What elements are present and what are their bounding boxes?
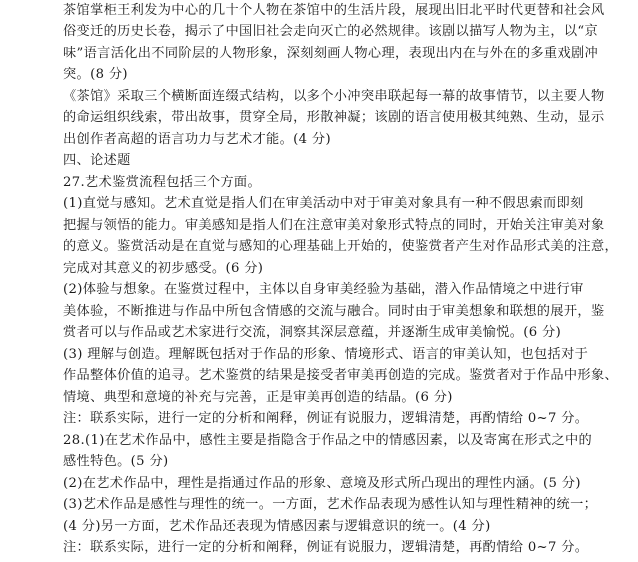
paragraph-line: 美体验，不断推进与作品中所包含情感的交流与融合。同时由于审美想象和联想的展开，鉴: [63, 304, 605, 319]
paragraph-line: 的命运组织线索，带出故事，贯穿全局，形散神凝；该剧的语言使用极其纯熟、生动，显示: [63, 110, 605, 125]
paragraph-line: 情境、典型和意境的补充与完善，正是审美再创造的结晶。(6 分): [63, 390, 453, 405]
paragraph-line: 感性特色。(5 分): [63, 454, 169, 469]
paragraph-line: 《茶馆》采取三个横断面连缀式结构，以多个小冲突串联起每一幕的故事情节，以主要人物: [63, 89, 605, 104]
section-heading: 四、论述题: [63, 153, 131, 168]
paragraph-line: 的意义。鉴赏活动是在直觉与感知的心理基础上开始的，使鉴赏者产生对作品形式美的注意，: [63, 239, 619, 254]
paragraph-line: 作品整体价值的追寻。艺术鉴赏的结果是接受者审美再创造的完成。鉴赏者对于作品中形象、: [63, 368, 619, 383]
paragraph-line: (1)直觉与感知。艺术直觉是指人们在审美活动中对于审美对象具有一种不假思索而即刻: [63, 196, 584, 211]
paragraph-line: 茶馆掌柜王利发为中心的几十个人物在茶馆中的生活片段，展现出旧北平时代更替和社会风: [63, 3, 605, 18]
paragraph-line: 把握与领悟的能力。审美感知是指人们在注意审美对象形式特点的同时，开始关注审美对象: [63, 218, 605, 233]
paragraph-line: 味”语言活化出不同阶层的人物形象，深刻刻画人物心理，表现出内在与外在的多重戏剧冲: [63, 46, 599, 61]
paragraph-line: (2)体验与想象。在鉴赏过程中，主体以自身审美经验为基础，潜入作品情境之中进行审: [63, 282, 584, 297]
paragraph-line: (4 分)另一方面，艺术作品还表现为情感因素与逻辑意识的统一。(4 分): [63, 519, 491, 534]
paragraph-line: (3)艺术作品是感性与理性的统一。一方面，艺术作品表现为感性认知与理性精神的统一；: [63, 497, 598, 512]
paragraph-line: (3) 理解与创造。理解既包括对于作品的形象、情境形式、语言的审美认知，也包括对于: [63, 347, 589, 362]
note-line: 注：联系实际，进行一定的分析和阐释，例证有说服力，逻辑清楚，再酌情给 0~7 分。: [63, 540, 589, 555]
note-line: 注：联系实际，进行一定的分析和阐释，例证有说服力，逻辑清楚，再酌情给 0~7 分。: [63, 411, 589, 426]
paragraph-line: 出创作者高超的语言功力与艺术才能。(4 分): [63, 132, 331, 147]
paragraph-line: 突。(8 分): [63, 67, 128, 82]
paragraph-line: (2)在艺术作品中，理性是指通过作品的形象、意境及形式所凸现出的理性内涵。(5 分): [63, 476, 581, 491]
paragraph-line: 28.(1)在艺术作品中，感性主要是指隐含于作品之中的情感因素，以及寄寓在形式之中的: [63, 433, 593, 448]
paragraph-line: 完成对其意义的初步感受。(6 分): [63, 261, 264, 276]
question-heading: 27.艺术鉴赏流程包括三个方面。: [63, 175, 262, 190]
paragraph-line: 赏者可以与作品或艺术家进行交流，洞察其深层意蕴，并逐渐生成审美愉悦。(6 分): [63, 325, 562, 340]
paragraph-line: 俗变迁的历史长卷，揭示了中国旧社会走向灭亡的必然规律。该剧以描写人物为主，以“京: [63, 24, 599, 39]
